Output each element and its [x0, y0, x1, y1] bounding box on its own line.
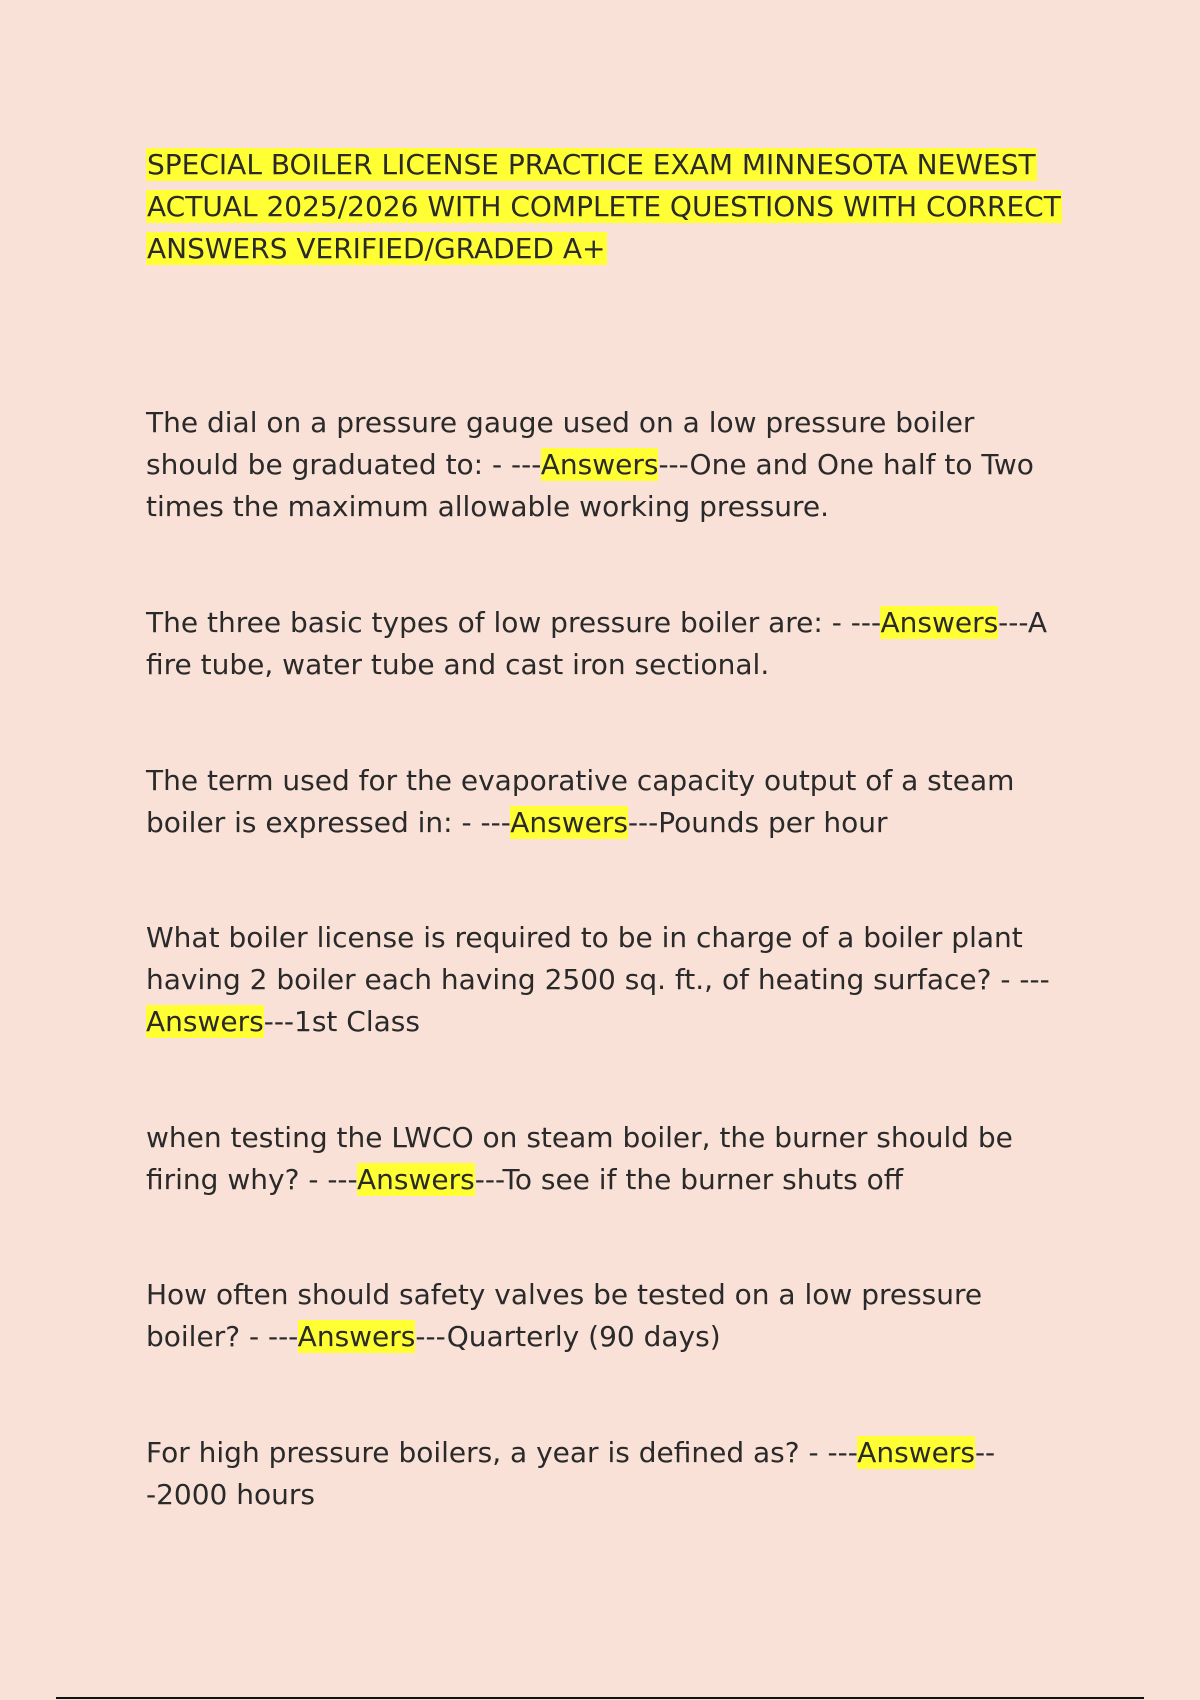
answer-text: ---Pounds per hour: [627, 806, 888, 839]
document-title: [146, 144, 1066, 270]
page-bottom-rule: [56, 1697, 1144, 1699]
answers-highlight: Answers: [880, 606, 999, 639]
question-text: when testing the LWCO on steam boiler, the burner should be firing why? - ---: [146, 1121, 1013, 1196]
answer-text: ---2000 hours: [146, 1436, 996, 1511]
question-text: The term used for the evaporative capacity output of a steam boiler is expressed in: - ---: [146, 764, 1015, 839]
qa-item-1: [146, 402, 1066, 528]
question-text: How often should safety valves be tested on a low pressure boiler? - ---: [146, 1278, 983, 1353]
question-text: The three basic types of low pressure boiler are: - ---: [146, 606, 881, 639]
qa-item-6: [146, 1274, 1066, 1358]
answer-text: ---To see if the burner shuts off: [474, 1163, 904, 1196]
answer-text: ---1st Class: [263, 1005, 420, 1038]
answer-text: ---Quarterly (90 days): [415, 1320, 721, 1353]
qa-item-5: [146, 1117, 1066, 1201]
answer-text: ---One and One half to Two times the maximum allowable working pressure.: [146, 448, 1034, 523]
answers-highlight: Answers: [146, 1005, 264, 1038]
answers-highlight: Answers: [357, 1163, 475, 1196]
qa-item-7: [146, 1432, 1066, 1516]
answers-highlight: Answers: [510, 806, 628, 839]
title-highlight: SPECIAL BOILER LICENSE PRACTICE EXAM MINNESOTA NEWEST ACTUAL 2025/2026 WITH COMPLETE QUESTIONS WITH CORRECT ANSWERS VERIFIED/GRADED A+: [147, 148, 1061, 265]
answers-highlight: Answers: [857, 1436, 975, 1469]
answer-text: ---A fire tube, water tube and cast iron sectional.: [146, 606, 1048, 681]
question-text: The dial on a pressure gauge used on a low pressure boiler should be graduated to: - ---: [146, 406, 975, 481]
qa-item-4: [146, 917, 1066, 1043]
question-text: What boiler license is required to be in charge of a boiler plant having 2 boiler each having 2500 sq. ft., of heating surface? - ---: [146, 921, 1050, 996]
answers-highlight: Answers: [297, 1320, 416, 1353]
answers-highlight: Answers: [540, 448, 659, 481]
qa-item-3: [146, 760, 1066, 844]
qa-item-2: [146, 602, 1066, 686]
question-text: For high pressure boilers, a year is defined as? - ---: [146, 1436, 858, 1469]
